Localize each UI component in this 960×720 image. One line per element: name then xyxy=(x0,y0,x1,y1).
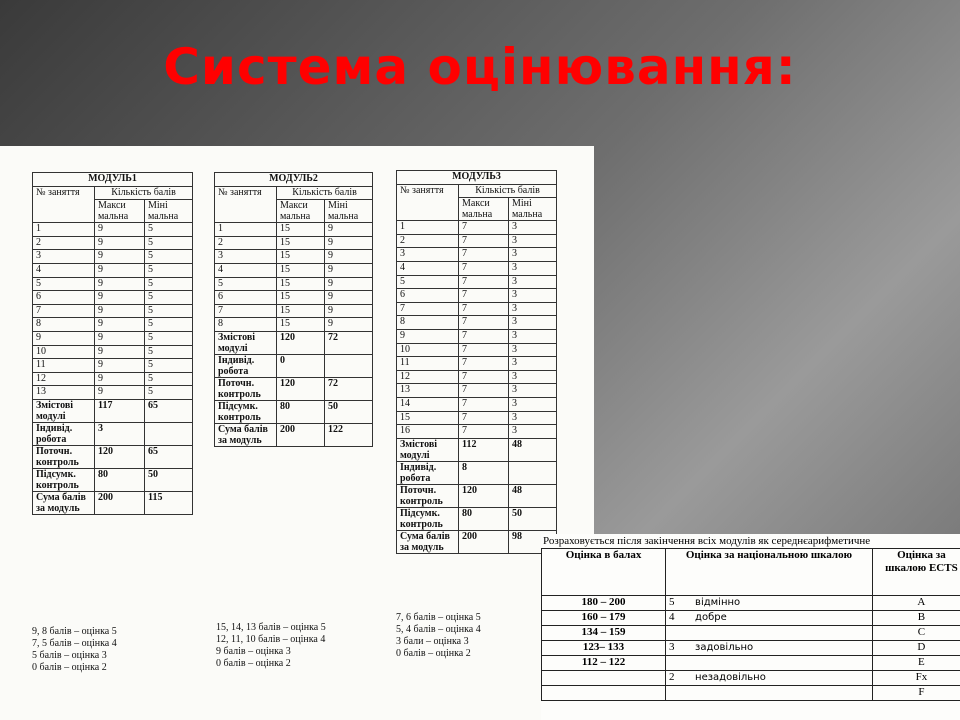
summary-max: 117 xyxy=(95,399,145,422)
national-digit: 5 xyxy=(669,596,675,608)
lesson-num: 5 xyxy=(397,275,459,289)
national-grade xyxy=(666,626,873,641)
min-points: 9 xyxy=(325,318,373,332)
lesson-num: 2 xyxy=(397,234,459,248)
min-points: 5 xyxy=(145,223,193,237)
summary-min xyxy=(509,461,557,484)
grading-note: 9 балів – оцінка 3 xyxy=(216,646,291,657)
lesson-row xyxy=(397,370,557,384)
col-max-header: Макси мальна xyxy=(95,200,145,223)
max-points: 15 xyxy=(277,318,325,332)
module-title-row xyxy=(33,173,193,187)
lesson-row xyxy=(215,236,373,250)
max-points: 9 xyxy=(95,250,145,264)
ects-row xyxy=(542,626,960,641)
max-points: 7 xyxy=(459,302,509,316)
summary-row xyxy=(215,400,373,423)
summary-label: Змістові модулі xyxy=(397,438,459,461)
min-points: 3 xyxy=(509,343,557,357)
lesson-num: 2 xyxy=(33,236,95,250)
col-num-header: № заняття xyxy=(215,186,277,223)
max-points: 7 xyxy=(459,248,509,262)
summary-row xyxy=(33,491,193,514)
points-range xyxy=(542,686,666,701)
min-points: 3 xyxy=(509,221,557,235)
summary-min: 50 xyxy=(325,400,373,423)
min-points: 5 xyxy=(145,331,193,345)
national-word: відмінно xyxy=(695,597,741,608)
min-points: 9 xyxy=(325,291,373,305)
summary-label: Сума балів за модуль xyxy=(215,423,277,446)
lesson-num: 10 xyxy=(33,345,95,359)
national-digit: 2 xyxy=(669,671,675,683)
summary-min: 48 xyxy=(509,438,557,461)
lesson-num: 4 xyxy=(397,261,459,275)
lesson-num: 1 xyxy=(33,223,95,237)
ects-letter: D xyxy=(872,641,960,656)
max-points: 7 xyxy=(459,289,509,303)
max-points: 7 xyxy=(459,329,509,343)
min-points: 5 xyxy=(145,236,193,250)
lesson-row xyxy=(397,275,557,289)
summary-max: 200 xyxy=(95,491,145,514)
lesson-num: 9 xyxy=(33,331,95,345)
module1-notes xyxy=(32,626,117,674)
lesson-num: 13 xyxy=(397,384,459,398)
summary-max: 120 xyxy=(277,377,325,400)
lesson-row xyxy=(33,372,193,386)
max-points: 9 xyxy=(95,236,145,250)
national-digit: 4 xyxy=(669,611,675,623)
summary-label: Поточн. контроль xyxy=(397,484,459,507)
module3-table xyxy=(396,170,557,554)
lesson-num: 12 xyxy=(397,370,459,384)
lesson-row xyxy=(397,261,557,275)
lesson-row xyxy=(215,250,373,264)
max-points: 7 xyxy=(459,221,509,235)
ects-row xyxy=(542,641,960,656)
lesson-num: 9 xyxy=(397,329,459,343)
summary-label: Поточн. контроль xyxy=(33,445,95,468)
lesson-row xyxy=(397,316,557,330)
ects-grading-table xyxy=(541,534,960,720)
lesson-num: 7 xyxy=(397,302,459,316)
ects-table xyxy=(541,548,960,701)
min-points: 9 xyxy=(325,250,373,264)
max-points: 15 xyxy=(277,223,325,237)
ects-row xyxy=(542,656,960,671)
min-points: 3 xyxy=(509,248,557,262)
summary-min: 50 xyxy=(509,507,557,530)
points-range: 160 – 179 xyxy=(542,611,666,626)
lesson-row xyxy=(215,223,373,237)
col-min-header: Міні мальна xyxy=(509,198,557,221)
national-grade xyxy=(666,611,873,626)
max-points: 15 xyxy=(277,263,325,277)
module-grid xyxy=(396,170,557,554)
lesson-row xyxy=(397,234,557,248)
lesson-num: 8 xyxy=(397,316,459,330)
summary-min: 48 xyxy=(509,484,557,507)
summary-max: 120 xyxy=(459,484,509,507)
lesson-num: 13 xyxy=(33,386,95,400)
lesson-row xyxy=(397,357,557,371)
summary-row xyxy=(397,484,557,507)
min-points: 5 xyxy=(145,386,193,400)
summary-max: 8 xyxy=(459,461,509,484)
lesson-num: 2 xyxy=(215,236,277,250)
min-points: 9 xyxy=(325,263,373,277)
lesson-num: 15 xyxy=(397,411,459,425)
lesson-row xyxy=(33,318,193,332)
lesson-num: 5 xyxy=(215,277,277,291)
min-points: 3 xyxy=(509,397,557,411)
points-range xyxy=(542,671,666,686)
min-points: 3 xyxy=(509,384,557,398)
max-points: 7 xyxy=(459,357,509,371)
lesson-row xyxy=(397,329,557,343)
national-word: добре xyxy=(695,612,727,623)
lesson-num: 16 xyxy=(397,425,459,439)
lesson-num: 6 xyxy=(33,291,95,305)
summary-min: 65 xyxy=(145,445,193,468)
col-max-header: Макси мальна xyxy=(459,198,509,221)
summary-min: 72 xyxy=(325,377,373,400)
lesson-row xyxy=(397,384,557,398)
lesson-num: 7 xyxy=(33,304,95,318)
lesson-row xyxy=(33,250,193,264)
col-min-header: Міні мальна xyxy=(145,200,193,223)
module3-notes xyxy=(396,612,481,660)
header-row xyxy=(397,184,557,198)
lesson-num: 3 xyxy=(215,250,277,264)
lesson-num: 6 xyxy=(397,289,459,303)
module-name: МОДУЛЬ1 xyxy=(33,173,193,187)
grading-note: 5 балів – оцінка 3 xyxy=(32,650,107,661)
max-points: 7 xyxy=(459,343,509,357)
min-points: 3 xyxy=(509,370,557,384)
national-grade xyxy=(666,656,873,671)
ects-letter: F xyxy=(872,686,960,701)
national-grade xyxy=(666,641,873,656)
max-points: 7 xyxy=(459,397,509,411)
lesson-row xyxy=(397,411,557,425)
national-digit: 3 xyxy=(669,641,675,653)
header-row xyxy=(33,186,193,200)
max-points: 9 xyxy=(95,223,145,237)
lesson-row xyxy=(33,263,193,277)
max-points: 9 xyxy=(95,304,145,318)
lesson-num: 4 xyxy=(33,263,95,277)
max-points: 7 xyxy=(459,234,509,248)
lesson-num: 4 xyxy=(215,263,277,277)
ects-letter: A xyxy=(872,596,960,611)
min-points: 3 xyxy=(509,425,557,439)
summary-row xyxy=(215,354,373,377)
grading-note: 0 балів – оцінка 2 xyxy=(396,648,471,659)
points-range: 134 – 159 xyxy=(542,626,666,641)
col-num-header: № заняття xyxy=(397,184,459,221)
ects-header: Оцінка за шкалою ECTS xyxy=(872,549,960,596)
ects-caption: Розраховується після закінчення всіх модулів як середнєарифметичне xyxy=(543,535,871,547)
col-points-header: Кількість балів xyxy=(95,186,193,200)
min-points: 5 xyxy=(145,250,193,264)
lesson-row xyxy=(33,236,193,250)
max-points: 7 xyxy=(459,411,509,425)
summary-row xyxy=(33,422,193,445)
lesson-row xyxy=(215,318,373,332)
summary-row xyxy=(397,461,557,484)
max-points: 7 xyxy=(459,370,509,384)
max-points: 9 xyxy=(95,277,145,291)
summary-max: 3 xyxy=(95,422,145,445)
summary-label: Сума балів за модуль xyxy=(397,530,459,553)
summary-label: Змістові модулі xyxy=(33,399,95,422)
lesson-num: 11 xyxy=(33,359,95,373)
summary-max: 120 xyxy=(95,445,145,468)
summary-min xyxy=(325,354,373,377)
min-points: 3 xyxy=(509,357,557,371)
module2-notes xyxy=(216,622,326,670)
max-points: 7 xyxy=(459,425,509,439)
col-num-header: № заняття xyxy=(33,186,95,223)
module-grid xyxy=(214,172,373,447)
summary-label: Підсумк. контроль xyxy=(33,468,95,491)
summary-row xyxy=(397,530,557,553)
summary-max: 80 xyxy=(95,468,145,491)
col-min-header: Міні мальна xyxy=(325,200,373,223)
max-points: 7 xyxy=(459,384,509,398)
summary-max: 200 xyxy=(459,530,509,553)
grading-note: 12, 11, 10 балів – оцінка 4 xyxy=(216,634,326,645)
module-name: МОДУЛЬ2 xyxy=(215,173,373,187)
page-title: Система оцінювання: xyxy=(163,38,797,96)
lesson-num: 8 xyxy=(215,318,277,332)
min-points: 3 xyxy=(509,316,557,330)
summary-row xyxy=(215,377,373,400)
max-points: 7 xyxy=(459,316,509,330)
national-word: задовільно xyxy=(695,642,754,653)
max-points: 9 xyxy=(95,345,145,359)
max-points: 7 xyxy=(459,261,509,275)
summary-row xyxy=(215,423,373,446)
summary-max: 80 xyxy=(277,400,325,423)
min-points: 9 xyxy=(325,304,373,318)
summary-max: 0 xyxy=(277,354,325,377)
grading-note: 7, 6 балів – оцінка 5 xyxy=(396,612,481,623)
ects-letter: B xyxy=(872,611,960,626)
points-range: 112 – 122 xyxy=(542,656,666,671)
lesson-row xyxy=(215,277,373,291)
min-points: 3 xyxy=(509,234,557,248)
lesson-num: 12 xyxy=(33,372,95,386)
max-points: 15 xyxy=(277,304,325,318)
lesson-num: 8 xyxy=(33,318,95,332)
max-points: 15 xyxy=(277,250,325,264)
grading-note: 5, 4 балів – оцінка 4 xyxy=(396,624,481,635)
summary-min: 98 xyxy=(509,530,557,553)
national-grade xyxy=(666,596,873,611)
min-points: 3 xyxy=(509,302,557,316)
summary-min: 122 xyxy=(325,423,373,446)
col-points-header: Кількість балів xyxy=(277,186,373,200)
lesson-num: 11 xyxy=(397,357,459,371)
min-points: 9 xyxy=(325,223,373,237)
min-points: 5 xyxy=(145,318,193,332)
grading-note: 7, 5 балів – оцінка 4 xyxy=(32,638,117,649)
lesson-row xyxy=(215,291,373,305)
summary-row xyxy=(33,468,193,491)
col-max-header: Макси мальна xyxy=(277,200,325,223)
lesson-row xyxy=(215,263,373,277)
lesson-row xyxy=(397,221,557,235)
points-range: 180 – 200 xyxy=(542,596,666,611)
lesson-row xyxy=(33,331,193,345)
points-header: Оцінка в балах xyxy=(542,549,666,596)
summary-min: 115 xyxy=(145,491,193,514)
lesson-row xyxy=(215,304,373,318)
grading-note: 15, 14, 13 балів – оцінка 5 xyxy=(216,622,326,633)
lesson-row xyxy=(397,397,557,411)
national-word: незадовільно xyxy=(695,672,766,683)
summary-max: 80 xyxy=(459,507,509,530)
summary-row xyxy=(397,507,557,530)
summary-row xyxy=(33,445,193,468)
lesson-row xyxy=(33,223,193,237)
module-grid xyxy=(32,172,193,515)
max-points: 7 xyxy=(459,275,509,289)
summary-label: Сума балів за модуль xyxy=(33,491,95,514)
national-grade xyxy=(666,671,873,686)
points-range: 123– 133 xyxy=(542,641,666,656)
summary-max: 112 xyxy=(459,438,509,461)
summary-min: 65 xyxy=(145,399,193,422)
summary-label: Індивід. робота xyxy=(33,422,95,445)
summary-label: Змістові модулі xyxy=(215,331,277,354)
grading-note: 3 бали – оцінка 3 xyxy=(396,636,469,647)
min-points: 5 xyxy=(145,372,193,386)
lesson-num: 10 xyxy=(397,343,459,357)
max-points: 15 xyxy=(277,277,325,291)
lesson-row xyxy=(33,359,193,373)
col-points-header: Кількість балів xyxy=(459,184,557,198)
ects-letter: C xyxy=(872,626,960,641)
summary-min: 72 xyxy=(325,331,373,354)
max-points: 9 xyxy=(95,372,145,386)
min-points: 5 xyxy=(145,304,193,318)
lesson-num: 3 xyxy=(33,250,95,264)
min-points: 5 xyxy=(145,345,193,359)
ects-row xyxy=(542,611,960,626)
min-points: 9 xyxy=(325,236,373,250)
max-points: 15 xyxy=(277,291,325,305)
summary-max: 200 xyxy=(277,423,325,446)
summary-min: 50 xyxy=(145,468,193,491)
grading-note: 9, 8 балів – оцінка 5 xyxy=(32,626,117,637)
summary-min xyxy=(145,422,193,445)
max-points: 15 xyxy=(277,236,325,250)
scanned-document xyxy=(0,146,594,720)
lesson-row xyxy=(33,345,193,359)
lesson-row xyxy=(397,425,557,439)
ects-row xyxy=(542,596,960,611)
max-points: 9 xyxy=(95,359,145,373)
lesson-num: 1 xyxy=(397,221,459,235)
ects-header-row xyxy=(542,549,960,596)
lesson-row xyxy=(397,302,557,316)
min-points: 3 xyxy=(509,289,557,303)
module-title-row xyxy=(397,171,557,185)
grading-note: 0 балів – оцінка 2 xyxy=(216,658,291,669)
lesson-row xyxy=(33,277,193,291)
min-points: 5 xyxy=(145,359,193,373)
lesson-row xyxy=(33,386,193,400)
min-points: 3 xyxy=(509,411,557,425)
grading-note: 0 балів – оцінка 2 xyxy=(32,662,107,673)
max-points: 9 xyxy=(95,318,145,332)
national-grade xyxy=(666,686,873,701)
summary-row xyxy=(397,438,557,461)
summary-label: Підсумк. контроль xyxy=(215,400,277,423)
module1-table xyxy=(32,172,193,515)
lesson-row xyxy=(397,343,557,357)
lesson-row xyxy=(33,291,193,305)
max-points: 9 xyxy=(95,291,145,305)
lesson-row xyxy=(397,289,557,303)
national-header: Оцінка за національною шкалою xyxy=(666,549,873,596)
ects-row xyxy=(542,686,960,701)
lesson-num: 3 xyxy=(397,248,459,262)
min-points: 3 xyxy=(509,261,557,275)
lesson-num: 14 xyxy=(397,397,459,411)
lesson-row xyxy=(397,248,557,262)
ects-row xyxy=(542,671,960,686)
min-points: 3 xyxy=(509,329,557,343)
lesson-num: 7 xyxy=(215,304,277,318)
lesson-num: 5 xyxy=(33,277,95,291)
min-points: 9 xyxy=(325,277,373,291)
summary-max: 120 xyxy=(277,331,325,354)
min-points: 3 xyxy=(509,275,557,289)
summary-row xyxy=(215,331,373,354)
max-points: 9 xyxy=(95,263,145,277)
min-points: 5 xyxy=(145,277,193,291)
summary-row xyxy=(33,399,193,422)
module-name: МОДУЛЬ3 xyxy=(397,171,557,185)
min-points: 5 xyxy=(145,263,193,277)
max-points: 9 xyxy=(95,331,145,345)
summary-label: Підсумк. контроль xyxy=(397,507,459,530)
ects-letter: Fx xyxy=(872,671,960,686)
header-row xyxy=(215,186,373,200)
module2-table xyxy=(214,172,373,447)
min-points: 5 xyxy=(145,291,193,305)
summary-label: Індивід. робота xyxy=(397,461,459,484)
ects-letter: E xyxy=(872,656,960,671)
lesson-row xyxy=(33,304,193,318)
module-title-row xyxy=(215,173,373,187)
summary-label: Індивід. робота xyxy=(215,354,277,377)
summary-label: Поточн. контроль xyxy=(215,377,277,400)
lesson-num: 6 xyxy=(215,291,277,305)
max-points: 9 xyxy=(95,386,145,400)
lesson-num: 1 xyxy=(215,223,277,237)
